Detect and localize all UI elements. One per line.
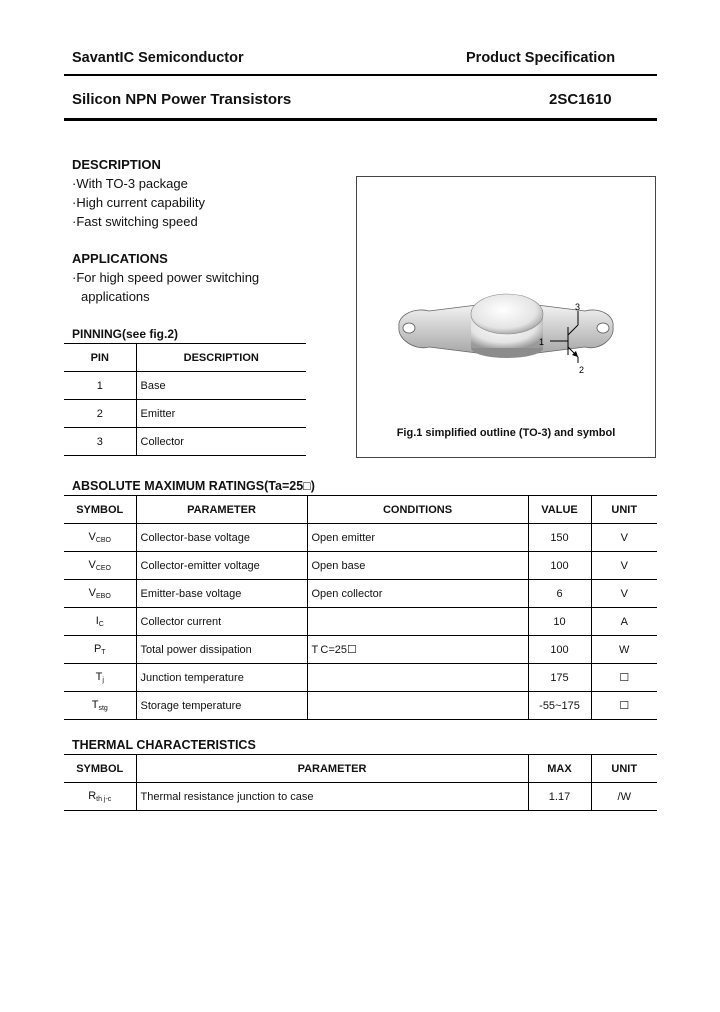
- symbol-cell: [64, 664, 136, 692]
- abs-max-title: ABSOLUTE MAXIMUM RATINGS(Ta=25□): [72, 479, 315, 493]
- table-row: [64, 400, 306, 428]
- figure-box: [356, 176, 656, 458]
- parameter-cell: Collector-emitter voltage: [136, 552, 307, 580]
- value-cell: 175: [528, 664, 591, 692]
- thermal-table: [64, 754, 657, 811]
- table-row: [64, 524, 657, 552]
- symbol-subscript: C: [98, 621, 104, 628]
- symbol-cell: [64, 692, 136, 720]
- description-item: ·Fast switching speed: [72, 214, 198, 229]
- symbol-cell: [64, 524, 136, 552]
- unit-header: UNIT: [611, 503, 638, 516]
- max-cell: 1.17: [528, 783, 591, 811]
- symbol-cell: [64, 552, 136, 580]
- unit-cell: W: [619, 643, 630, 656]
- conditions-cell: [307, 692, 528, 720]
- value-cell: 100: [528, 636, 591, 664]
- conditions-cell: Open base: [307, 552, 528, 580]
- conditions-header: CONDITIONS: [307, 496, 528, 524]
- parameter-cell: Collector current: [136, 608, 307, 636]
- pin-description: Emitter: [140, 407, 176, 420]
- unit-cell: ☐: [619, 700, 630, 712]
- header-divider-thick: [64, 118, 657, 121]
- company-name: SavantIC Semiconductor: [72, 50, 244, 66]
- description-title: DESCRIPTION: [72, 157, 161, 172]
- symbol-main: R: [88, 790, 97, 802]
- pin-description: Base: [140, 379, 166, 392]
- table-row: [64, 636, 657, 664]
- value-cell: 10: [528, 608, 591, 636]
- symbol-subscript: stg: [98, 705, 108, 712]
- table-row: [64, 692, 657, 720]
- table-row: [64, 552, 657, 580]
- symbol-pin-label: 1: [539, 337, 545, 347]
- symbol-cell: [64, 608, 136, 636]
- conditions-cell: T C=25☐: [307, 636, 528, 664]
- symbol-subscript: th j-c: [96, 796, 112, 803]
- table-row: [64, 372, 306, 400]
- symbol-cell: [64, 636, 136, 664]
- symbol-header: SYMBOL: [64, 755, 136, 783]
- symbol-cell: [64, 580, 136, 608]
- table-row: [64, 608, 657, 636]
- symbol-pin-label: 3: [575, 302, 581, 312]
- symbol-main: V: [88, 587, 97, 599]
- symbol-subscript: T: [101, 649, 106, 656]
- application-item: ·For high speed power switching: [72, 270, 260, 285]
- description-item: ·With TO-3 package: [72, 176, 188, 191]
- symbol-main: T: [91, 699, 99, 711]
- parameter-cell: Collector-base voltage: [136, 524, 307, 552]
- symbol-main: T: [95, 671, 103, 683]
- unit-cell: V: [620, 587, 628, 600]
- pinning-header-row: [64, 344, 306, 372]
- abs-max-table: [64, 495, 657, 720]
- pin-number: 3: [64, 428, 136, 456]
- applications-title: APPLICATIONS: [72, 251, 168, 266]
- application-item: applications: [81, 289, 150, 304]
- symbol-subscript: j: [102, 677, 104, 684]
- unit-cell: V: [620, 531, 628, 544]
- abs-max-header-row: [64, 496, 657, 524]
- pin-number: 1: [64, 372, 136, 400]
- table-row: [64, 428, 306, 456]
- thermal-header-row: [64, 755, 657, 783]
- parameter-header: PARAMETER: [136, 755, 528, 783]
- pin-header: PIN: [64, 344, 136, 372]
- table-row: [64, 580, 657, 608]
- symbol-main: P: [93, 643, 102, 655]
- symbol-header: SYMBOL: [64, 496, 136, 524]
- symbol-main: V: [88, 559, 96, 571]
- table-row: [64, 664, 657, 692]
- parameter-cell: Total power dissipation: [136, 636, 307, 664]
- symbol-main: V: [88, 531, 96, 543]
- symbol-pin-label: 2: [579, 365, 585, 375]
- parameter-cell: Storage temperature: [136, 692, 307, 720]
- max-header: MAX: [528, 755, 591, 783]
- conditions-cell: Open emitter: [307, 524, 528, 552]
- parameter-cell: Thermal resistance junction to case: [136, 783, 528, 811]
- unit-cell: /W: [617, 790, 631, 803]
- unit-cell: ☐: [619, 672, 630, 684]
- header-divider: [64, 74, 657, 76]
- value-cell: 6: [528, 580, 591, 608]
- parameter-cell: Junction temperature: [136, 664, 307, 692]
- symbol-cell: [64, 783, 136, 811]
- parameter-cell: Emitter-base voltage: [136, 580, 307, 608]
- symbol-main: I: [95, 615, 99, 627]
- description-item: ·High current capability: [72, 195, 205, 210]
- parameter-header: PARAMETER: [136, 496, 307, 524]
- conditions-cell: Open collector: [307, 580, 528, 608]
- symbol-subscript: EBO: [96, 593, 111, 600]
- unit-cell: A: [620, 615, 628, 628]
- unit-header: UNIT: [611, 762, 638, 775]
- unit-cell: V: [620, 559, 628, 572]
- pin-description: Collector: [140, 435, 184, 448]
- symbol-subscript: CBO: [95, 537, 111, 544]
- value-header: VALUE: [528, 496, 591, 524]
- symbol-subscript: CEO: [95, 565, 111, 572]
- figure-caption: Fig.1 simplified outline (TO-3) and symbol: [396, 427, 616, 439]
- doc-type: Product Specification: [466, 50, 616, 66]
- part-number: 2SC1610: [549, 91, 612, 108]
- value-cell: 150: [528, 524, 591, 552]
- pinning-table: [64, 343, 306, 456]
- thermal-title: THERMAL CHARACTERISTICS: [72, 738, 256, 752]
- conditions-cell: [307, 664, 528, 692]
- pin-number: 2: [64, 400, 136, 428]
- value-cell: 100: [528, 552, 591, 580]
- to3-package-illustration: [357, 177, 657, 417]
- pinning-title: PINNING(see fig.2): [72, 327, 179, 341]
- conditions-cell: [307, 608, 528, 636]
- pin-description-header: DESCRIPTION: [183, 351, 259, 364]
- value-cell: -55~175: [528, 692, 591, 720]
- table-row: [64, 783, 657, 811]
- product-line: Silicon NPN Power Transistors: [72, 91, 292, 108]
